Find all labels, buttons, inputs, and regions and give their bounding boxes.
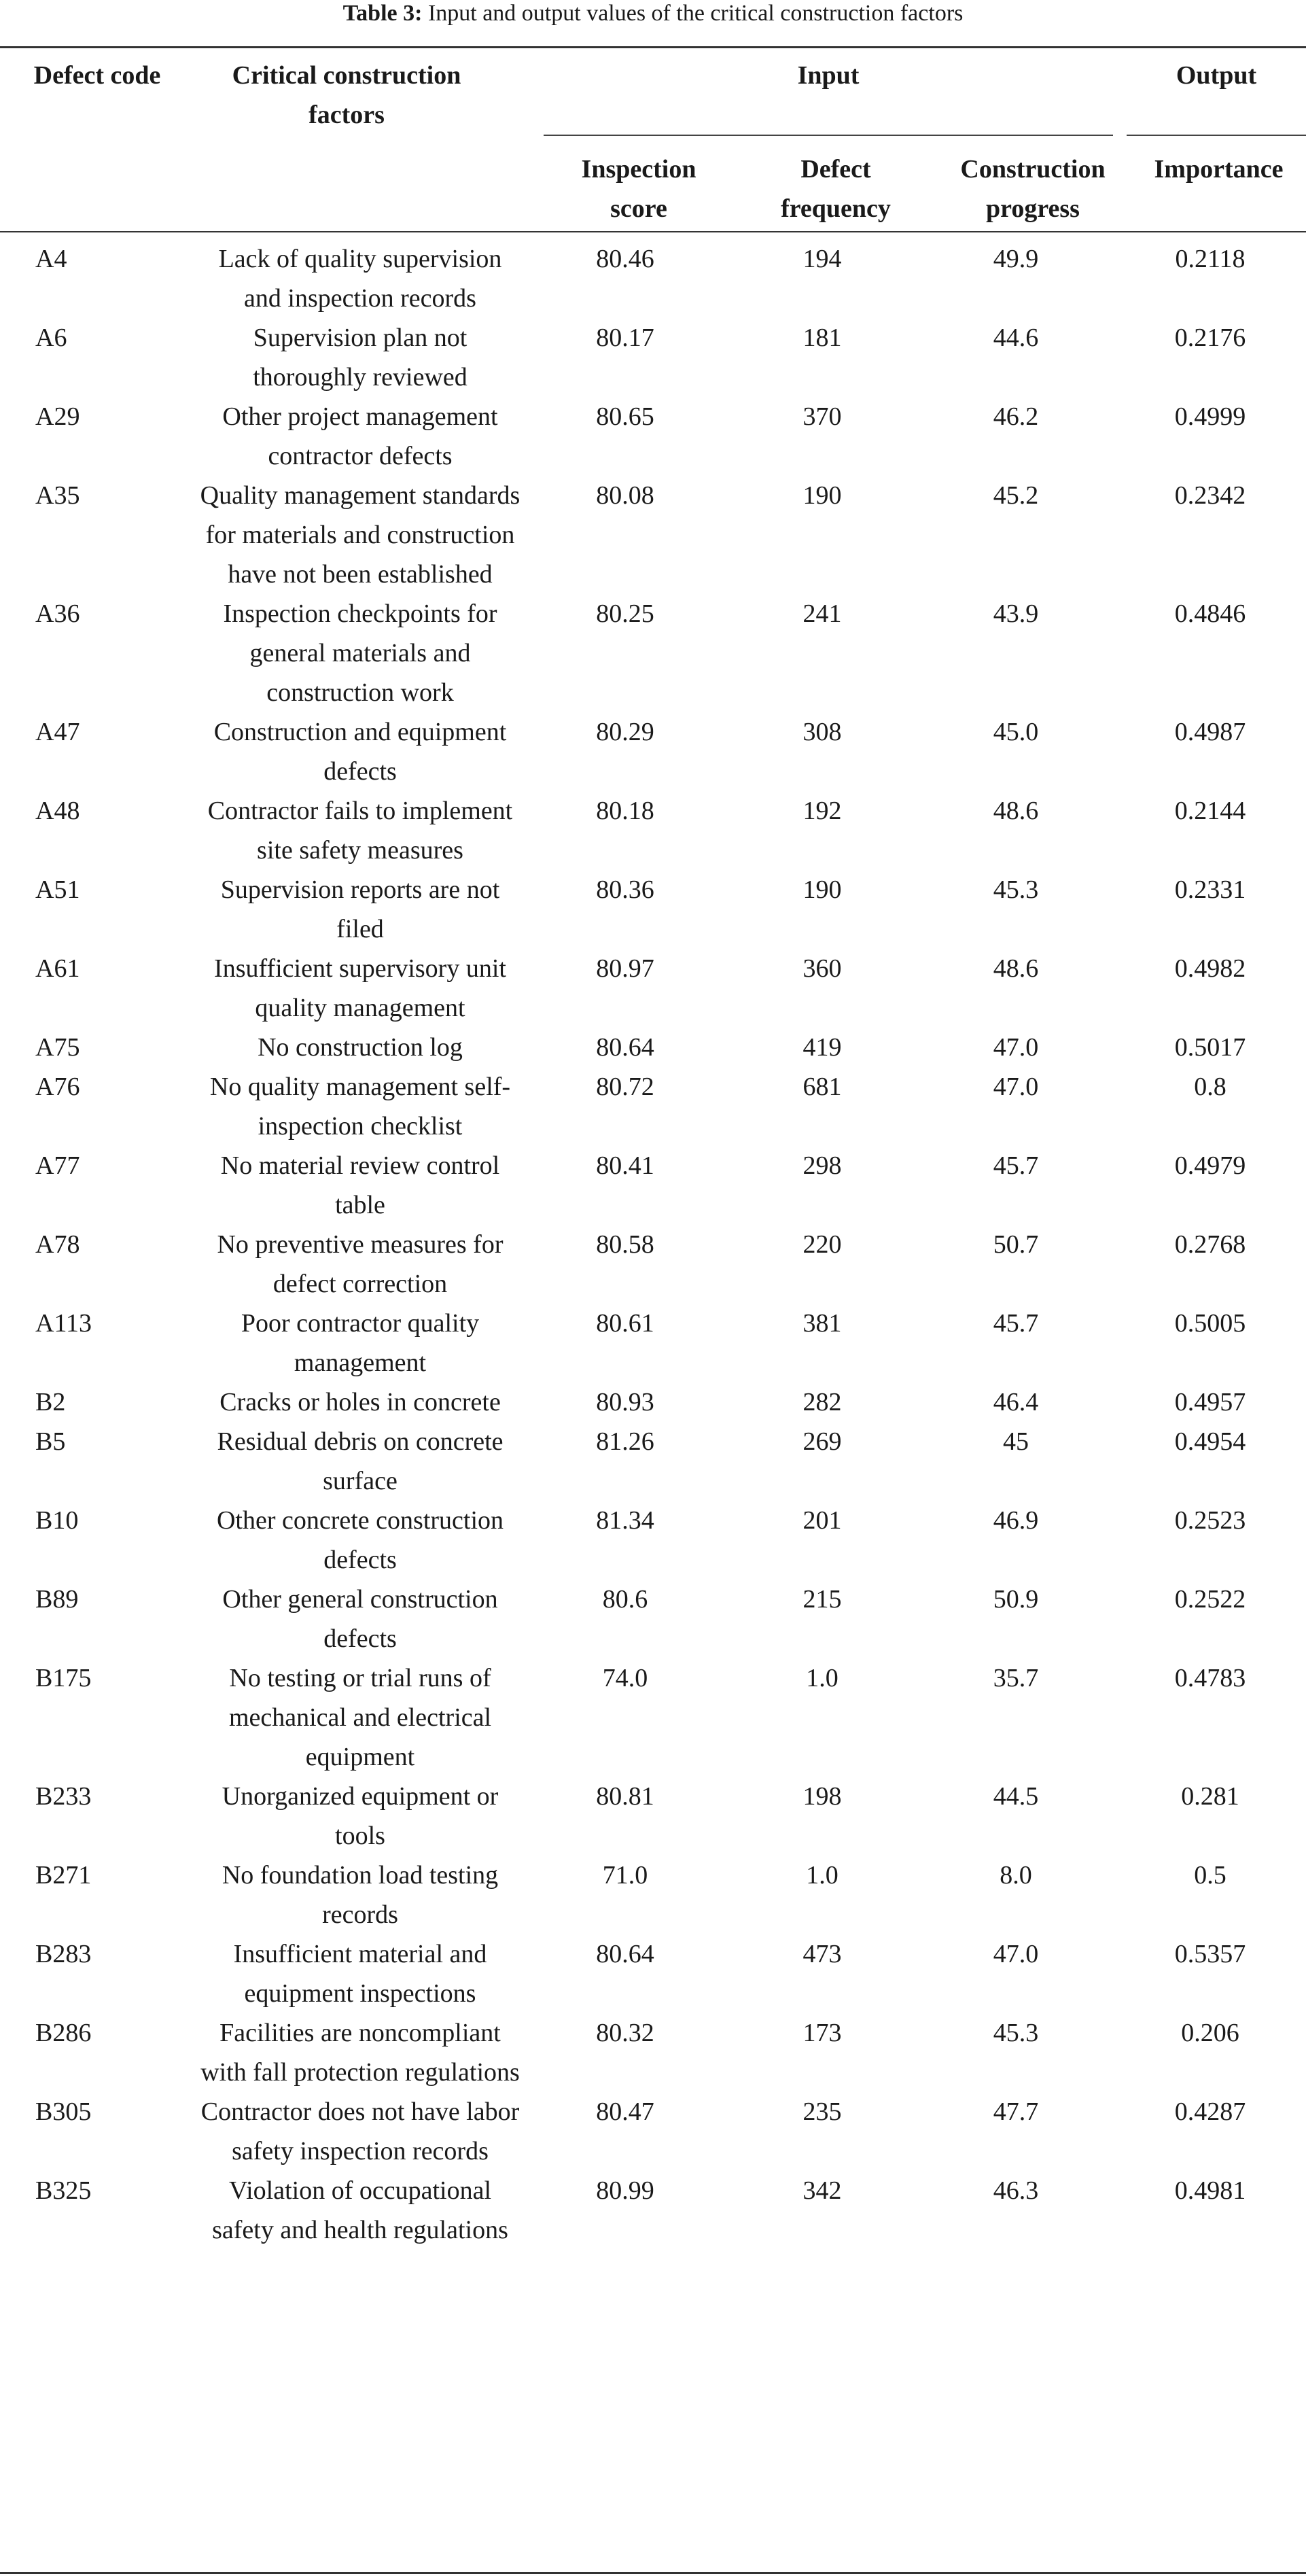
cell-importance: 0.2522 — [1174, 1585, 1246, 1614]
table-row — [0, 1225, 1306, 1304]
cell-defect-code: B271 — [35, 1861, 92, 1890]
cell-inspection-score: 80.65 — [596, 402, 654, 431]
table-row — [0, 1422, 1306, 1501]
table-body — [0, 232, 1306, 2250]
cell-defect-code: A29 — [35, 402, 80, 431]
cell-inspection-score: 80.29 — [596, 718, 654, 746]
cell-importance: 0.4982 — [1174, 954, 1246, 983]
cell-construction-progress: 47.7 — [993, 2098, 1039, 2126]
cell-inspection-score: 81.26 — [596, 1427, 654, 1456]
cell-construction-progress: 50.9 — [993, 1585, 1039, 1614]
cell-defect-code: A78 — [35, 1230, 80, 1259]
caption-label: Table 3: — [342, 1, 423, 26]
cell-critical-factor: Insufficient material and equipment inspections — [233, 1940, 487, 2008]
cell-importance: 0.8 — [1194, 1073, 1226, 1101]
header-defect-frequency: Defect frequency — [781, 155, 891, 223]
cell-defect-code: A4 — [35, 245, 67, 273]
cell-importance: 0.4999 — [1174, 402, 1246, 431]
cell-defect-frequency: 1.0 — [806, 1861, 839, 1890]
table-row — [0, 1658, 1306, 1777]
cell-importance: 0.2342 — [1174, 481, 1246, 510]
cell-inspection-score: 80.58 — [596, 1230, 654, 1259]
cell-critical-factor: Other project management contractor defects — [222, 402, 498, 470]
cell-inspection-score: 71.0 — [602, 1861, 648, 1890]
cell-critical-factor: Unorganized equipment or tools — [222, 1782, 499, 1850]
cell-defect-code: B233 — [35, 1782, 92, 1811]
cell-importance: 0.4987 — [1174, 718, 1246, 746]
cell-construction-progress: 8.0 — [1000, 1861, 1032, 1890]
cell-inspection-score: 74.0 — [602, 1664, 648, 1692]
cell-critical-factor: Facilities are noncompliant with fall protection regulations — [200, 2019, 520, 2087]
cell-importance: 0.2523 — [1174, 1506, 1246, 1535]
cell-construction-progress: 47.0 — [993, 1033, 1039, 1062]
header-input: Input — [797, 61, 860, 90]
cell-defect-frequency: 181 — [802, 324, 842, 352]
cell-defect-frequency: 681 — [802, 1073, 842, 1101]
table-row — [0, 2013, 1306, 2092]
table-row — [0, 318, 1306, 397]
cell-defect-frequency: 342 — [802, 2176, 842, 2205]
cell-construction-progress: 45.3 — [993, 875, 1039, 904]
cell-defect-code: B175 — [35, 1664, 92, 1692]
cell-construction-progress: 49.9 — [993, 245, 1039, 273]
cell-critical-factor: Construction and equipment defects — [213, 718, 507, 786]
cell-construction-progress: 48.6 — [993, 797, 1039, 825]
cell-inspection-score: 80.93 — [596, 1388, 654, 1416]
table-row — [0, 476, 1306, 594]
table-row — [0, 1580, 1306, 1658]
cell-construction-progress: 46.3 — [993, 2176, 1039, 2205]
cell-construction-progress: 47.0 — [993, 1940, 1039, 1968]
cell-critical-factor: Supervision plan not thoroughly reviewed — [253, 324, 467, 391]
cell-inspection-score: 80.64 — [596, 1940, 654, 1968]
cell-critical-factor: Poor contractor quality management — [241, 1309, 480, 1377]
cell-defect-frequency: 298 — [802, 1151, 842, 1180]
cell-defect-code: A75 — [35, 1033, 80, 1062]
cell-defect-frequency: 241 — [802, 599, 842, 628]
cell-importance: 0.5017 — [1174, 1033, 1246, 1062]
cell-defect-frequency: 198 — [802, 1782, 842, 1811]
table-row — [0, 594, 1306, 712]
table-row — [0, 1501, 1306, 1580]
table-row — [0, 1304, 1306, 1382]
header-critical-factors: Critical construction factors — [232, 61, 461, 129]
cell-importance: 0.4981 — [1174, 2176, 1246, 2205]
table-row — [0, 870, 1306, 949]
cell-defect-frequency: 215 — [802, 1585, 842, 1614]
cell-defect-frequency: 220 — [802, 1230, 842, 1259]
cell-defect-code: B325 — [35, 2176, 92, 2205]
cell-inspection-score: 80.81 — [596, 1782, 654, 1811]
cell-defect-frequency: 190 — [802, 875, 842, 904]
cell-importance: 0.2176 — [1174, 324, 1246, 352]
header-inspection-score: Inspection score — [581, 155, 696, 223]
cell-construction-progress: 35.7 — [993, 1664, 1039, 1692]
cell-importance: 0.2331 — [1174, 875, 1246, 904]
output-group-rule — [1127, 135, 1306, 136]
cell-defect-frequency: 190 — [802, 481, 842, 510]
header-importance: Importance — [1154, 155, 1284, 184]
table-row — [0, 712, 1306, 791]
cell-defect-frequency: 381 — [802, 1309, 842, 1338]
table-row — [0, 1028, 1306, 1067]
cell-defect-code: B305 — [35, 2098, 92, 2126]
cell-critical-factor: No testing or trial runs of mechanical and electrical equipment — [228, 1664, 492, 1771]
cell-critical-factor: No foundation load testing records — [222, 1861, 499, 1929]
cell-importance: 0.4846 — [1174, 599, 1246, 628]
cell-defect-code: A47 — [35, 718, 80, 746]
cell-construction-progress: 44.6 — [993, 324, 1039, 352]
cell-defect-frequency: 370 — [802, 402, 842, 431]
cell-critical-factor: Insufficient supervisory unit quality management — [214, 954, 506, 1022]
cell-defect-frequency: 201 — [802, 1506, 842, 1535]
cell-defect-frequency: 282 — [802, 1388, 842, 1416]
cell-importance: 0.2144 — [1174, 797, 1246, 825]
header-output: Output — [1176, 61, 1257, 90]
cell-defect-code: A6 — [35, 324, 67, 352]
table-row — [0, 397, 1306, 476]
cell-construction-progress: 46.9 — [993, 1506, 1039, 1535]
cell-inspection-score: 80.97 — [596, 954, 654, 983]
cell-defect-code: B283 — [35, 1940, 92, 1968]
table-row — [0, 949, 1306, 1028]
cell-importance: 0.4979 — [1174, 1151, 1246, 1180]
cell-construction-progress: 45.0 — [993, 718, 1039, 746]
cell-critical-factor: Cracks or holes in concrete — [219, 1388, 501, 1416]
cell-critical-factor: Supervision reports are not filed — [220, 875, 500, 943]
cell-defect-frequency: 1.0 — [806, 1664, 839, 1692]
cell-construction-progress: 46.4 — [993, 1388, 1039, 1416]
cell-critical-factor: No material review control table — [220, 1151, 500, 1219]
cell-construction-progress: 43.9 — [993, 599, 1039, 628]
cell-critical-factor: Residual debris on concrete surface — [217, 1427, 504, 1495]
cell-inspection-score: 80.08 — [596, 481, 654, 510]
cell-importance: 0.2768 — [1174, 1230, 1246, 1259]
cell-defect-code: B89 — [35, 1585, 79, 1614]
cell-defect-frequency: 419 — [802, 1033, 842, 1062]
cell-defect-code: B286 — [35, 2019, 92, 2047]
cell-defect-code: B10 — [35, 1506, 79, 1535]
table-row — [0, 1067, 1306, 1146]
cell-importance: 0.4957 — [1174, 1388, 1246, 1416]
cell-inspection-score: 80.47 — [596, 2098, 654, 2126]
bottom-rule — [0, 2572, 1306, 2574]
cell-defect-frequency: 194 — [802, 245, 842, 273]
cell-defect-frequency: 473 — [802, 1940, 842, 1968]
cell-construction-progress: 45.3 — [993, 2019, 1039, 2047]
cell-inspection-score: 80.18 — [596, 797, 654, 825]
cell-importance: 0.4954 — [1174, 1427, 1246, 1456]
cell-construction-progress: 44.5 — [993, 1782, 1039, 1811]
table-row — [0, 1777, 1306, 1856]
cell-importance: 0.5 — [1194, 1861, 1226, 1890]
data-table — [0, 232, 1306, 2250]
cell-inspection-score: 80.32 — [596, 2019, 654, 2047]
cell-defect-code: A77 — [35, 1151, 80, 1180]
cell-construction-progress: 45.7 — [993, 1151, 1039, 1180]
cell-defect-code: B2 — [35, 1388, 66, 1416]
cell-critical-factor: Other concrete construction defects — [216, 1506, 504, 1574]
cell-defect-code: A76 — [35, 1073, 80, 1101]
cell-inspection-score: 80.99 — [596, 2176, 654, 2205]
cell-defect-frequency: 192 — [802, 797, 842, 825]
cell-critical-factor: Contractor does not have labor safety inspection records — [200, 2098, 520, 2165]
cell-defect-code: B5 — [35, 1427, 66, 1456]
cell-importance: 0.281 — [1181, 1782, 1239, 1811]
cell-critical-factor: Inspection checkpoints for general materials and construction work — [223, 599, 497, 707]
cell-defect-code: A48 — [35, 797, 80, 825]
cell-defect-code: A36 — [35, 599, 80, 628]
cell-defect-frequency: 235 — [802, 2098, 842, 2126]
cell-inspection-score: 80.64 — [596, 1033, 654, 1062]
table-row — [0, 1934, 1306, 2013]
cell-critical-factor: Quality management standards for materials and construction have not been established — [200, 481, 520, 589]
cell-construction-progress: 45 — [1003, 1427, 1029, 1456]
cell-defect-frequency: 360 — [802, 954, 842, 983]
cell-importance: 0.4287 — [1174, 2098, 1246, 2126]
input-group-rule — [544, 135, 1113, 136]
cell-inspection-score: 80.41 — [596, 1151, 654, 1180]
cell-critical-factor: Other general construction defects — [222, 1585, 498, 1653]
cell-inspection-score: 81.34 — [596, 1506, 654, 1535]
cell-defect-code: A61 — [35, 954, 80, 983]
cell-critical-factor: No construction log — [258, 1033, 463, 1062]
cell-construction-progress: 45.7 — [993, 1309, 1039, 1338]
cell-defect-code: A51 — [35, 875, 80, 904]
table-row — [0, 1382, 1306, 1422]
cell-inspection-score: 80.25 — [596, 599, 654, 628]
cell-critical-factor: Lack of quality supervision and inspection records — [218, 245, 502, 313]
table-caption — [0, 0, 1306, 39]
table-row — [0, 791, 1306, 870]
cell-inspection-score: 80.72 — [596, 1073, 654, 1101]
table-row — [0, 232, 1306, 318]
cell-construction-progress: 45.2 — [993, 481, 1039, 510]
cell-defect-code: A35 — [35, 481, 80, 510]
caption-text: Input and output values of the critical construction factors — [422, 1, 964, 26]
cell-importance: 0.5357 — [1174, 1940, 1246, 1968]
cell-defect-code: A113 — [35, 1309, 92, 1338]
cell-importance: 0.4783 — [1174, 1664, 1246, 1692]
cell-critical-factor: Violation of occupational safety and health regulations — [212, 2176, 508, 2244]
cell-construction-progress: 50.7 — [993, 1230, 1039, 1259]
cell-critical-factor: Contractor fails to implement site safety measures — [207, 797, 513, 865]
cell-critical-factor: No preventive measures for defect correction — [217, 1230, 504, 1298]
cell-defect-frequency: 269 — [802, 1427, 842, 1456]
cell-inspection-score: 80.17 — [596, 324, 654, 352]
cell-inspection-score: 80.6 — [602, 1585, 648, 1614]
cell-defect-frequency: 308 — [802, 718, 842, 746]
cell-construction-progress: 46.2 — [993, 402, 1039, 431]
cell-importance: 0.206 — [1181, 2019, 1239, 2047]
table-row — [0, 1146, 1306, 1225]
table-row — [0, 1856, 1306, 1934]
cell-inspection-score: 80.36 — [596, 875, 654, 904]
top-rule — [0, 46, 1306, 48]
cell-inspection-score: 80.61 — [596, 1309, 654, 1338]
cell-importance: 0.2118 — [1175, 245, 1246, 273]
cell-inspection-score: 80.46 — [596, 245, 654, 273]
cell-construction-progress: 47.0 — [993, 1073, 1039, 1101]
table-row — [0, 2171, 1306, 2250]
cell-critical-factor: No quality management self-inspection checklist — [209, 1073, 511, 1141]
header-construction-progress: Construction progress — [960, 155, 1106, 223]
cell-construction-progress: 48.6 — [993, 954, 1039, 983]
header-defect-code: Defect code — [33, 61, 161, 90]
cell-importance: 0.5005 — [1174, 1309, 1246, 1338]
table-row — [0, 2092, 1306, 2171]
cell-defect-frequency: 173 — [802, 2019, 842, 2047]
